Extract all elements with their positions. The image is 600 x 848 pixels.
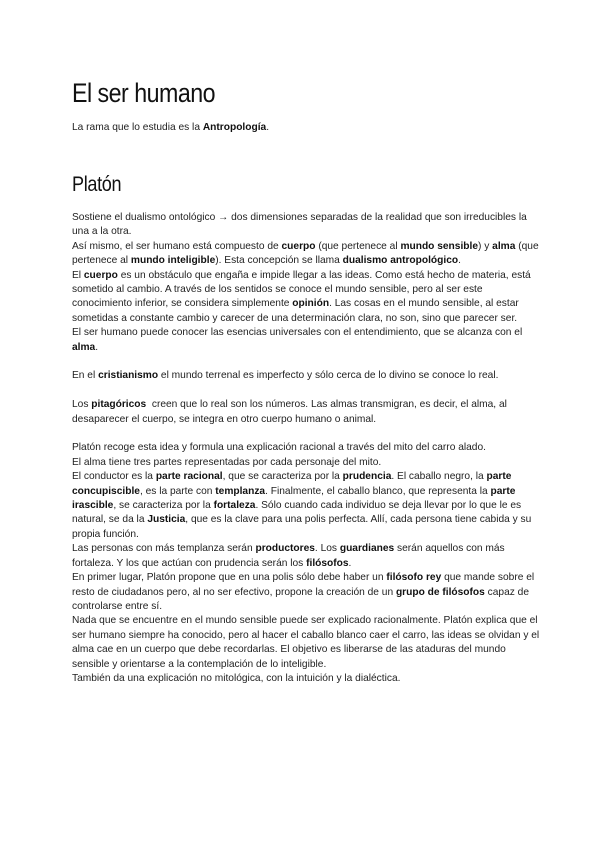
intro-bold: Antropología (202, 122, 267, 133)
intro-paragraph (72, 121, 542, 135)
body-text: Sostiene el dualismo ontológico → dos dimensiones separadas de la realidad que son irreducibles la una a la otra. Así mismo, el ser humano está compuesto de cuerpo (que pertenece al mundo sensible) y alma (que pertenece al mundo inteligible). Esta concepción se llama dualismo antropológico. El cuerpo es un obstáculo que engaña e impide llegar a las ideas. Como está hecho de materia, está sometido al cambio. A través de los sentidos se conoce el mundo sensible, pero al ser este conocimiento inferior, se considera simplemente opinión. Las cosas en el mundo sensible, al estar sometidas a constante cambio y carecer de una determinación clara, no son, sino que parecer ser. El ser humano puede conocer las esencias universales con el entendimiento, que se alcanza con el alma. En el cristianismo el mundo terrenal es imperfecto y sólo cerca de lo divino se conoce lo real. Los pitagóricos creen que lo real son los números. Las almas transmigran, es decir, el alma, al desaparecer el cuerpo, se integra en otro cuerpo humano o animal. Platón recoge esta idea y formula una explicación racional a través del mito del carro alado. El alma tiene tres partes representadas por cada personaje del mito. El conductor es la parte racional, que se caracteriza por la prudencia. El caballo negro, la parte concupiscible, es la parte con templanza. Finalmente, el caballo blanco, que representa la parte irascible, se caracteriza por la fortaleza. Sólo cuando cada individuo se deja llevar por lo que le es natural, se da la Justicia, que es la clave para una polis perfecta. Allí, cada persona tiene cabida y su propia función. Las personas con más templanza serán productores. Los guardianes serán aquellos con más fortaleza. Y los que actúan con prudencia serán los filósofos. En primer lugar, Platón propone que en una polis sólo debe haber un filósofo rey que mande sobre el resto de ciudadanos pero, al no ser efectivo, propone la creación de un grupo de filósofos capaz de controlarse entre sí. Nada que se encuentre en el mundo sensible puede ser explicado racionalmente. Platón explica que el ser humano siempre ha conocido, pero al hacer el caballo blanco caer el carro, las ideas se olvidan y el alma cae en un cuerpo que debe recordarlas. El objetivo es liberarse de las ataduras del mundo sensible y orientarse a la contemplación de lo inteligible. También da una explicación no mitológica, con la intuición y la dialéctica. (72, 212, 540, 684)
section-title: Platón (72, 173, 122, 196)
intro-text: La rama que lo estudia es la (72, 122, 203, 133)
page-title: El ser humano (72, 78, 216, 108)
intro-end: . (266, 122, 270, 133)
